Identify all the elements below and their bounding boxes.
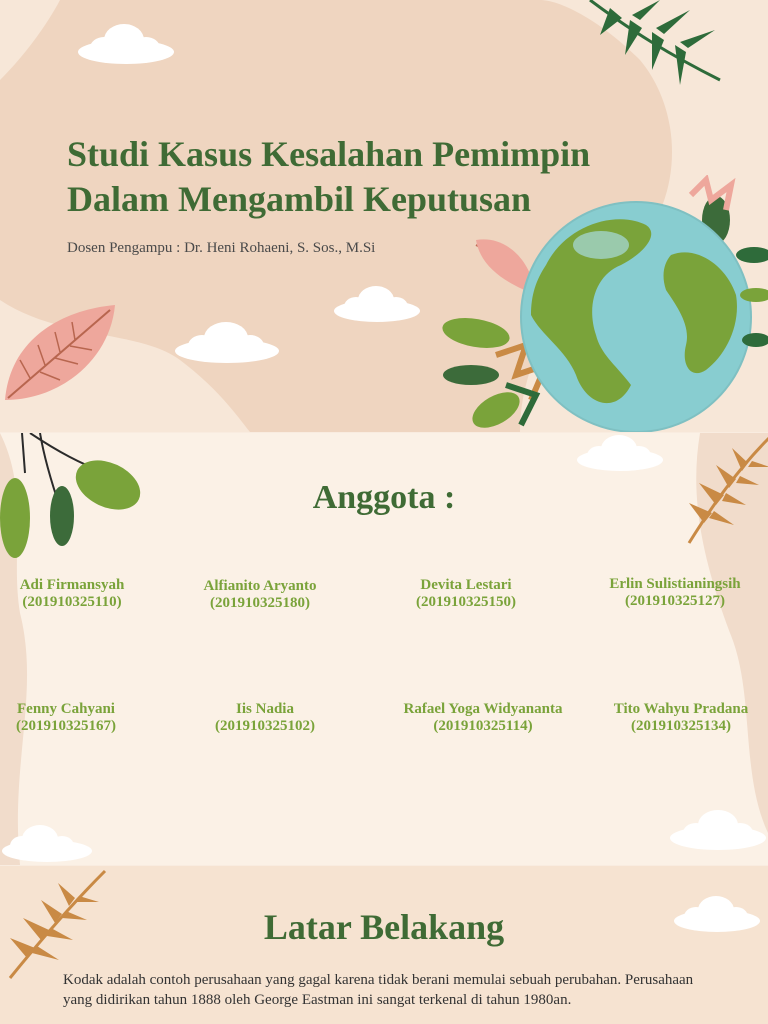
member-card xyxy=(160,578,360,612)
member-id: (201910325127) xyxy=(625,593,725,609)
background-paragraph: Kodak adalah contoh perusahaan yang gagal karena tidak berani memulai sebuah perubahan. Perusahaan yang didirikan tahun 1888 oleh George Eastman ini sangat terkenal di tahun 1980an. xyxy=(63,972,694,1008)
member-card xyxy=(575,576,768,610)
member-id: (201910325167) xyxy=(16,718,116,734)
cloud-icon xyxy=(668,808,768,852)
slide-title xyxy=(67,132,667,222)
member-id: (201910325114) xyxy=(433,718,533,734)
member-name: Erlin Sulistianingsih xyxy=(609,576,741,592)
members-slide xyxy=(0,433,768,865)
title-line-1: Studi Kasus Kesalahan Pemimpin xyxy=(67,134,591,174)
cloud-icon xyxy=(332,284,422,324)
member-card xyxy=(581,701,768,735)
member-id: (201910325134) xyxy=(631,718,731,734)
member-card xyxy=(383,701,583,735)
cloud-icon xyxy=(172,320,282,365)
background-slide xyxy=(0,866,768,1024)
member-name: Fenny Cahyani xyxy=(17,701,115,717)
section-heading: Latar Belakang xyxy=(263,907,505,947)
member-id: (201910325102) xyxy=(215,718,315,734)
member-id: (201910325180) xyxy=(210,595,310,611)
member-name: Tito Wahyu Pradana xyxy=(613,701,749,717)
member-name: Rafael Yoga Widyananta xyxy=(403,701,563,717)
member-id: (201910325150) xyxy=(416,594,516,610)
member-card xyxy=(0,577,172,611)
member-name: Devita Lestari xyxy=(420,577,512,593)
cloud-icon xyxy=(575,433,665,473)
member-card xyxy=(165,701,365,735)
title-line-2: Dalam Mengambil Keputusan xyxy=(67,179,532,219)
lecturer-subtitle: Dosen Pengampu : Dr. Heni Rohaeni, S. Sos., M.Si xyxy=(67,240,376,256)
leaf-icon xyxy=(0,300,120,410)
member-id: (201910325110) xyxy=(22,594,122,610)
members-heading: Anggota : xyxy=(312,479,456,516)
palm-leaf-icon xyxy=(580,0,730,95)
member-card xyxy=(366,577,566,611)
cloud-icon xyxy=(0,823,95,865)
cloud-icon xyxy=(76,22,176,67)
member-name: Alfianito Aryanto xyxy=(203,578,317,594)
member-name: Iis Nadia xyxy=(236,701,294,717)
title-slide xyxy=(0,0,768,432)
member-card xyxy=(0,701,166,735)
member-name: Adi Firmansyah xyxy=(19,577,125,593)
